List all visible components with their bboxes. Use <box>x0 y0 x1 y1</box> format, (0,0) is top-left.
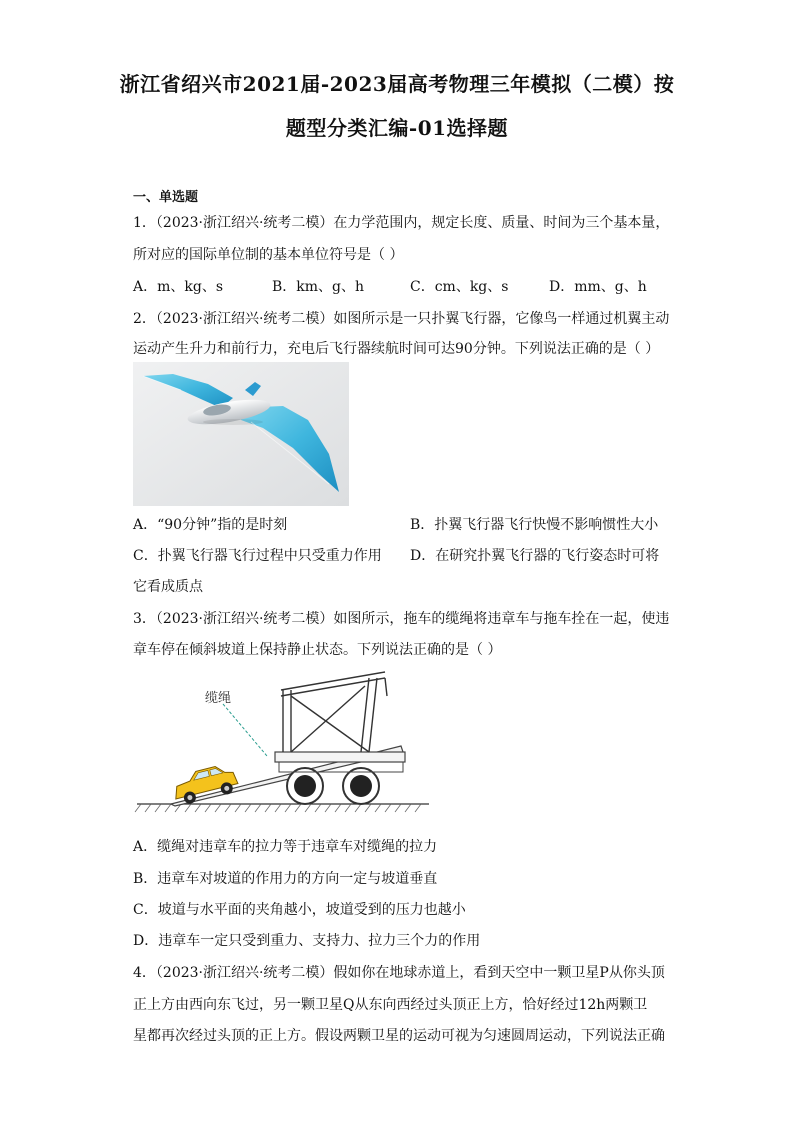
q3-option-b: B．违章车对坡道的作用力的方向一定与坡道垂直 <box>133 871 438 887</box>
q2-option-c: C．扑翼飞行器飞行过程中只受重力作用 <box>133 548 382 564</box>
q2-stem-line-1: 2．（2023·浙江绍兴·统考二模）如图所示是一只扑翼飞行器，它像鸟一样通过机翼主动 <box>133 311 670 327</box>
q1-option-a: A．m、kg、s <box>133 279 224 295</box>
q1-stem-line-2: 所对应的国际单位制的基本单位符号是（ ） <box>133 247 404 263</box>
q2-option-d: D．在研究扑翼飞行器的飞行姿态时可将 <box>410 548 660 564</box>
q4-stem-line-1: 4．（2023·浙江绍兴·统考二模）假如你在地球赤道上，看到天空中一颗卫星P从你头顶 <box>133 965 665 981</box>
q3-option-c: C．坡道与水平面的夹角越小，坡道受到的压力也越小 <box>133 902 466 918</box>
document-title-line-1: 浙江省绍兴市2021届-2023届高考物理三年模拟（二模）按 <box>119 72 675 96</box>
flapping-aircraft-image <box>133 362 349 506</box>
q3-stem-line-2: 章车停在倾斜坡道上保持静止状态。下列说法正确的是（ ） <box>133 642 502 658</box>
q1-option-b: B．km、g、h <box>272 279 365 295</box>
q1-option-c: C．cm、kg、s <box>410 279 509 295</box>
q2-stem-line-2: 运动产生升力和前行力，充电后飞行器续航时间可达90分钟。下列说法正确的是（ ） <box>133 341 660 357</box>
q4-stem-line-3: 星都再次经过头顶的正上方。假设两颗卫星的运动可视为匀速圆周运动，下列说法正确 <box>133 1028 665 1044</box>
q3-option-d: D．违章车一定只受到重力、支持力、拉力三个力的作用 <box>133 933 481 949</box>
document-title-line-2: 题型分类汇编-01选择题 <box>285 116 509 140</box>
q4-stem-line-2: 正上方由西向东飞过，另一颗卫星Q从东向西经过头顶正上方，恰好经过12h两颗卫 <box>133 997 648 1013</box>
q1-option-d: D．mm、g、h <box>549 279 647 295</box>
cable-label: 缆绳 <box>205 691 232 706</box>
q1-stem-line-1: 1．（2023·浙江绍兴·统考二模）在力学范围内，规定长度、质量、时间为三个基本量， <box>133 215 670 231</box>
q3-stem-line-1: 3．（2023·浙江绍兴·统考二模）如图所示，拖车的缆绳将违章车与拖车拴在一起，使违 <box>133 611 670 627</box>
q2-option-a: A．“90分钟”指的是时刻 <box>133 517 288 533</box>
q3-option-a: A．缆绳对违章车的拉力等于违章车对缆绳的拉力 <box>133 839 438 855</box>
q2-option-b: B．扑翼飞行器飞行快慢不影响惯性大小 <box>410 517 659 533</box>
tow-truck-diagram <box>133 668 433 820</box>
section-heading: 一、单选题 <box>133 190 199 205</box>
q2-option-d-continuation: 它看成质点 <box>133 579 203 595</box>
